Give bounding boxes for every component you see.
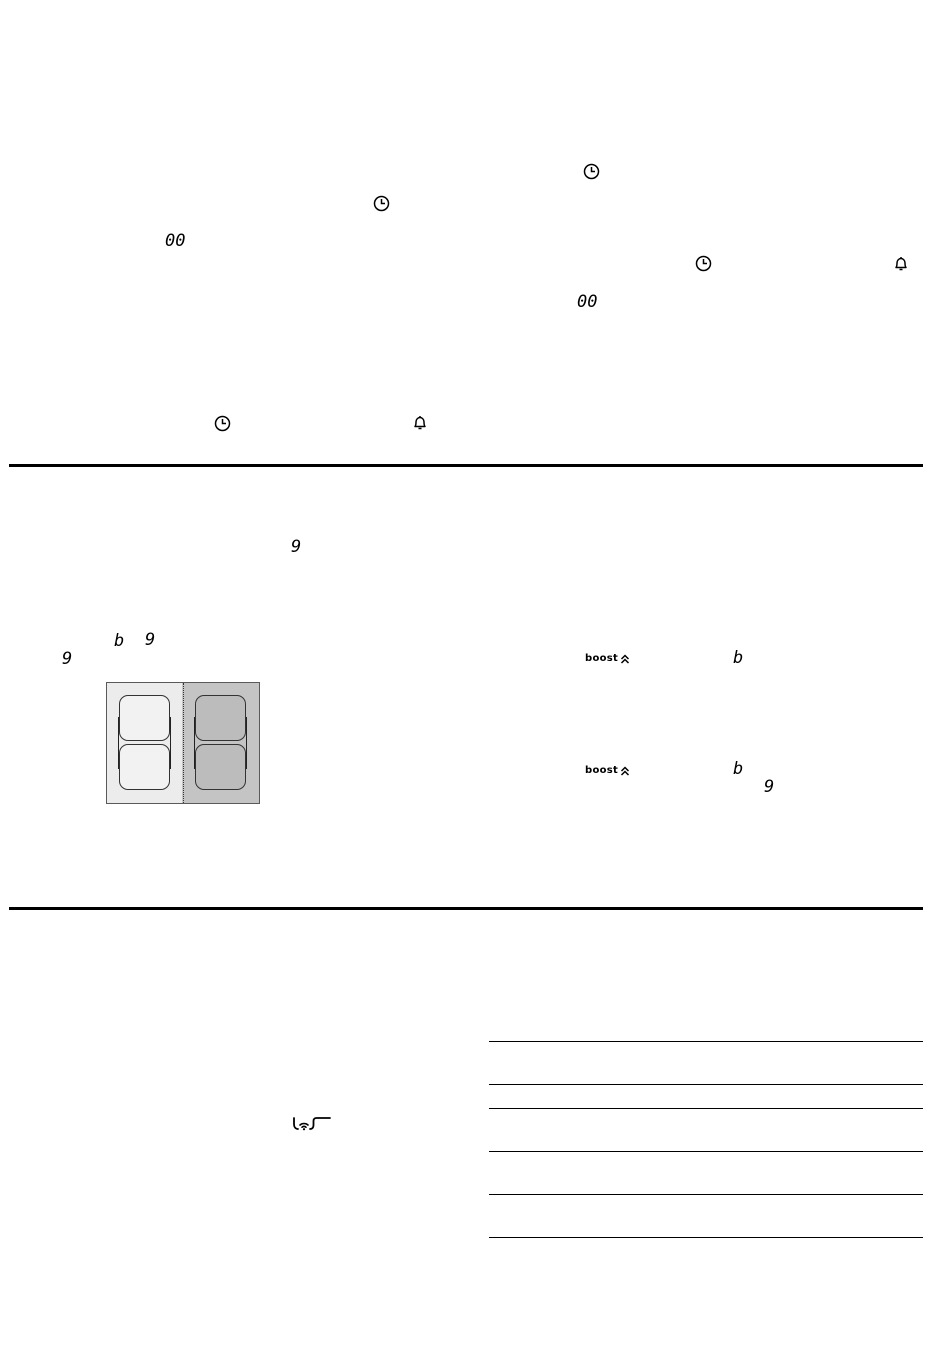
boost-chevron-icon xyxy=(620,653,630,665)
table-rule xyxy=(489,1194,923,1195)
display-b: b xyxy=(114,631,125,651)
boost-indicator xyxy=(585,765,630,777)
zone-link-line xyxy=(170,717,171,769)
cooking-zone xyxy=(119,695,170,741)
zone-link-line xyxy=(246,717,247,769)
cooking-zone xyxy=(195,695,246,741)
boost-indicator xyxy=(585,653,630,665)
zone-link-line xyxy=(194,717,195,769)
boost-chevron-icon xyxy=(620,765,630,777)
section-divider xyxy=(9,464,923,467)
display-nine: 9 xyxy=(62,649,73,669)
cooking-zone xyxy=(119,744,170,790)
clock-icon xyxy=(373,195,390,212)
clock-icon xyxy=(214,415,231,432)
wifi-connect-icon xyxy=(292,1116,332,1132)
boost-label: boost xyxy=(585,765,619,776)
zone-link-line xyxy=(118,717,119,769)
hob-flex-zone-illustration xyxy=(106,682,260,804)
display-nine: 9 xyxy=(291,537,302,557)
cooking-zone xyxy=(195,744,246,790)
clock-icon xyxy=(695,255,712,272)
table-rule xyxy=(489,1237,923,1238)
boost-label: boost xyxy=(585,653,619,664)
display-nine: 9 xyxy=(145,630,156,650)
table-rule xyxy=(489,1108,923,1109)
table-rule xyxy=(489,1041,923,1042)
display-zero: 00 xyxy=(577,292,598,312)
display-nine: 9 xyxy=(764,777,775,797)
section-divider xyxy=(9,907,923,910)
table-rule xyxy=(489,1084,923,1085)
display-b: b xyxy=(733,759,744,779)
bell-icon xyxy=(892,255,910,273)
display-b: b xyxy=(733,648,744,668)
bell-icon xyxy=(411,414,429,432)
zone-divider xyxy=(183,683,184,803)
clock-icon xyxy=(583,163,600,180)
table-rule xyxy=(489,1151,923,1152)
display-zero: 00 xyxy=(165,231,186,251)
